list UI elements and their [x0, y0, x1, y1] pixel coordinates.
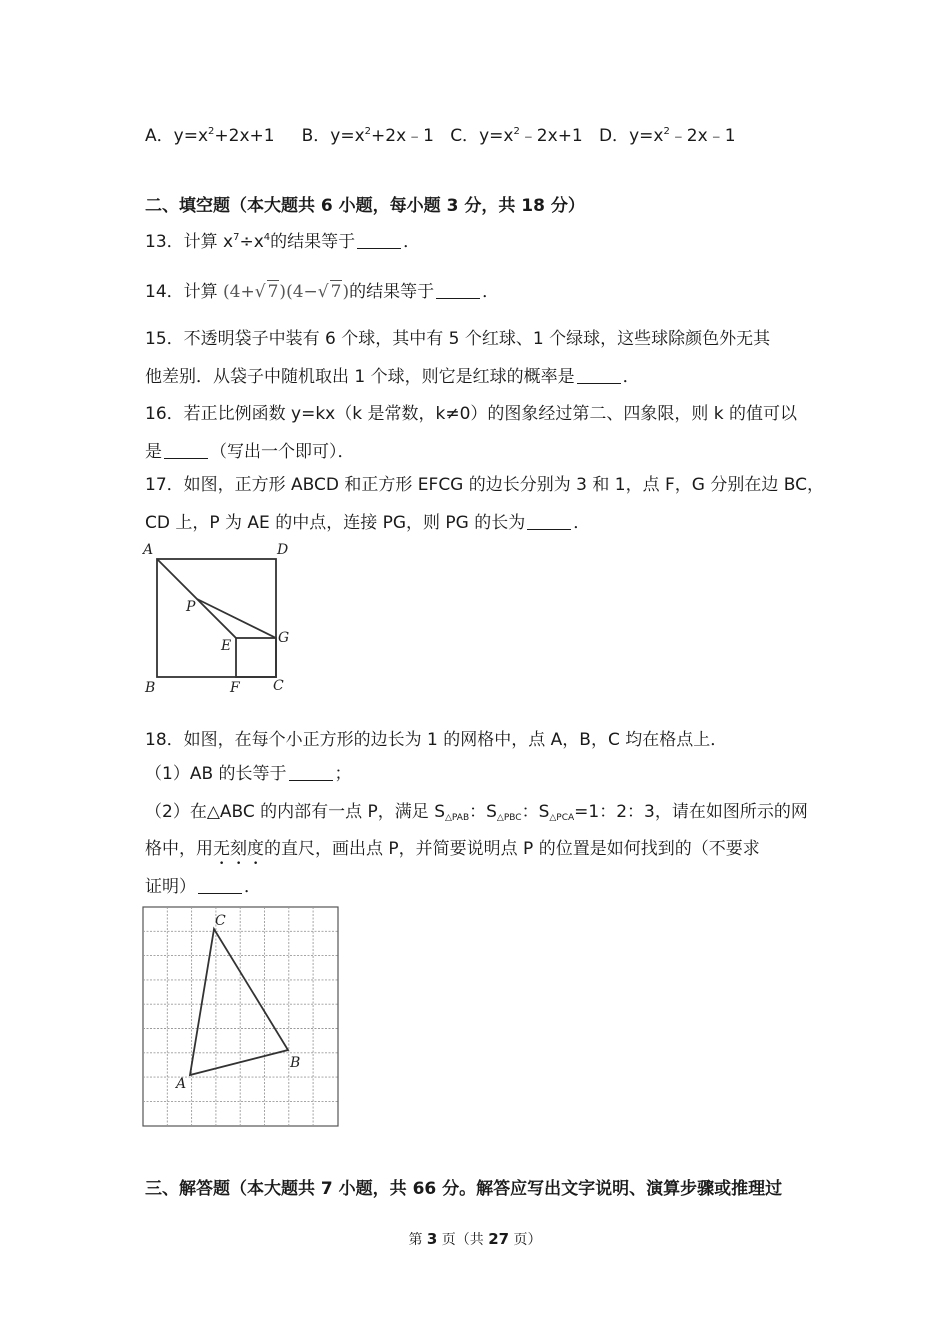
option-d: D．$y=x^2﹣2x﹣1$ [598, 126, 736, 146]
question-18-line-1: 18．如图，在每个小正方形的边长为 1 的网格中，点 A，B，C 均在格点上． [145, 730, 728, 750]
label-p: P [186, 599, 196, 615]
answer-blank[interactable] [289, 766, 333, 781]
question-16-line-1: 16．若正比例函数 y=kx（k 是常数，k≠0）的图象经过第二、四象限，则 k 的值可以 [145, 404, 798, 424]
label-c: C [273, 678, 284, 694]
question-18-part-1: （1）AB 的长等于 ； [145, 764, 352, 784]
answer-blank[interactable] [436, 284, 480, 299]
label-f: F [230, 680, 240, 696]
label-b: B [290, 1055, 301, 1071]
answer-blank[interactable] [164, 444, 208, 459]
option-a: A．$y=x^2+2x+1$ [145, 126, 275, 146]
label-b: B [145, 680, 156, 696]
total-pages: 27 [488, 1230, 510, 1248]
q12-options [145, 125, 736, 147]
segment-pg [197, 599, 276, 638]
section-2-heading: 二、填空题（本大题共 6 小题，每小题 3 分，共 18 分） [145, 196, 585, 216]
section-3-heading: 三、解答题（本大题共 7 小题，共 66 分。解答应写出文字说明、演算步骤或推理过 [145, 1179, 783, 1199]
answer-blank[interactable] [357, 234, 401, 249]
q17-squares-figure [142, 540, 302, 698]
label-c: C [215, 913, 226, 929]
answer-blank[interactable] [198, 879, 242, 894]
question-15-line-1: 15．不透明袋子中装有 6 个球，其中有 5 个红球、1 个绿球，这些球除颜色外无其 [145, 329, 771, 349]
answer-blank[interactable] [577, 369, 621, 384]
label-d: D [277, 542, 289, 558]
question-18-part-2-line-3: 证明） ． [145, 877, 261, 897]
question-14: 14．计算 (4+√ 7)(4−√ 7)的结果等于 ． [145, 282, 500, 302]
question-13: 13．计算 $x^7\div x^4$的结果等于 ． [145, 232, 421, 252]
answer-blank[interactable] [527, 515, 571, 530]
question-18-part-2-line-1: （2）在△ABC 的内部有一点 P，满足 $S_{\triangle PAB}$：$S_{\triangle PBC}$：$S_{\triangle PCA}=1$：2：3，请在如图所示的网 [145, 802, 808, 823]
option-c: C．$y=x^2﹣2x+1$ [450, 126, 583, 146]
label-e: E [221, 638, 232, 654]
question-17-line-1: 17．如图，正方形 ABCD 和正方形 EFCG 的边长分别为 3 和 1，点 F，G 分别在边 BC， [145, 475, 825, 495]
emphasized-text: 无刻度 [213, 839, 264, 859]
current-page: 3 [426, 1230, 438, 1248]
label-a: A [176, 1076, 187, 1092]
square-efcg [236, 638, 276, 677]
label-a: A [143, 542, 154, 558]
question-16-line-2: 是 （写出一个即可）． [145, 442, 355, 462]
segment-ae [157, 559, 236, 638]
grid-lines [143, 907, 338, 1126]
q14-expression: (4+√ 7)(4−√ 7) [223, 282, 350, 302]
label-g: G [278, 630, 290, 646]
question-15-line-2: 他差别．从袋子中随机取出 1 个球，则它是红球的概率是 ． [145, 367, 640, 387]
question-18-part-2-line-2: 格中，用无刻度的直尺，画出点 P，并简要说明点 P 的位置是如何找到的（不要求 [145, 839, 760, 859]
q18-grid-figure [142, 906, 340, 1128]
option-b: B．$y=x^2+2x﹣1$ [301, 126, 434, 146]
question-17-line-2: CD 上，P 为 AE 的中点，连接 PG，则 PG 的长为 ． [145, 513, 591, 533]
page-footer: 第 3 页（共 27 页） [408, 1230, 542, 1248]
